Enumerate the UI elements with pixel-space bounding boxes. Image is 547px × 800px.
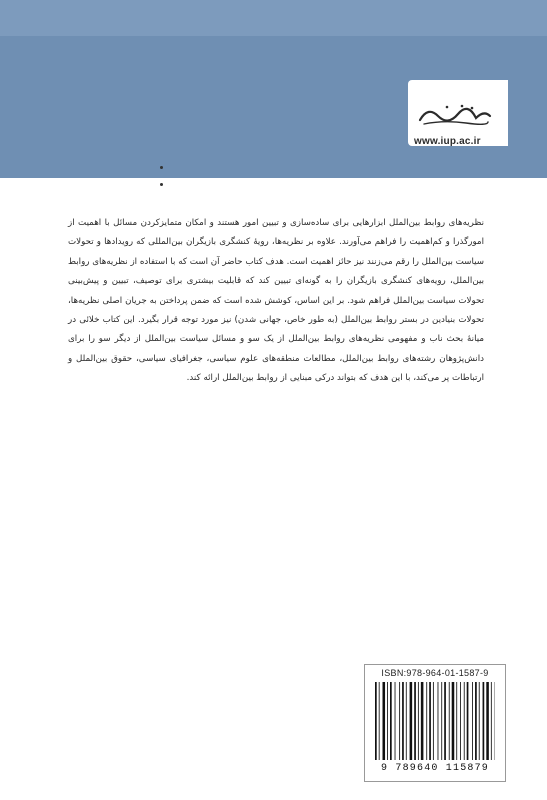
book-description: نظریه‌های روابط بین‌الملل ابزارهایی برای ساده‌سازی و تبیین امور هستند و امکان متمایزکردن مسائل با اهمیت از امورگذرا و کم‌اهمیت را فراهم می‌آورند. علاوه بر نظریه‌ها، رویهٔ کنشگری بازیگران بین‌المللی که رویدادها و تحولات سیاست بین‌الملل را رقم می‌زنند نیز حائز اهمیت است. هدف کتاب حاضر آن است که با استفاده از نظریه‌های روابط بین‌الملل، رویه‌های کنشگری بازیگران را به گونه‌ای تبیین کند که قابلیت بیشتری برای توصیف، تبیین و پیش‌بینی تحولات سیاست بین‌الملل فراهم شود. بر این اساس، کوشش شده است که ضمن پرداختن به جریان اصلی نظریه‌ها، تحولات بنیادین در بستر روابط بین‌الملل (به طور خاص، جهانی شدن) نیز مورد توجه قرار بگیرد. این کتاب خلائی در میانهٔ بحث ناب و مفهومی نظریه‌های روابط بین‌الملل از یک سو و مسائل سیاست بین‌الملل از دیگر سو را برای دانش‌پژوهان رشته‌های روابط بین‌الملل، مطالعات منطقه‌های علوم سیاسی، جغرافیای سیاسی، حقوق بین‌الملل و ارتباطات پر می‌کند، با این هدف که بتواند درکی مبنایی از روابط بین‌الملل ارائه کند.: [68, 218, 484, 384]
isbn-label: ISBN:978-964-01-1587-9: [381, 668, 489, 678]
barcode-digits: 9 789640 115879: [380, 763, 489, 774]
decorative-dot: [160, 183, 163, 186]
decorative-dot: [160, 166, 163, 169]
publisher-website[interactable]: www.iup.ac.ir: [414, 136, 481, 147]
cover-top-band-highlight: [0, 0, 547, 36]
isbn-barcode-box: [364, 664, 506, 782]
barcode-icon: [375, 682, 495, 760]
